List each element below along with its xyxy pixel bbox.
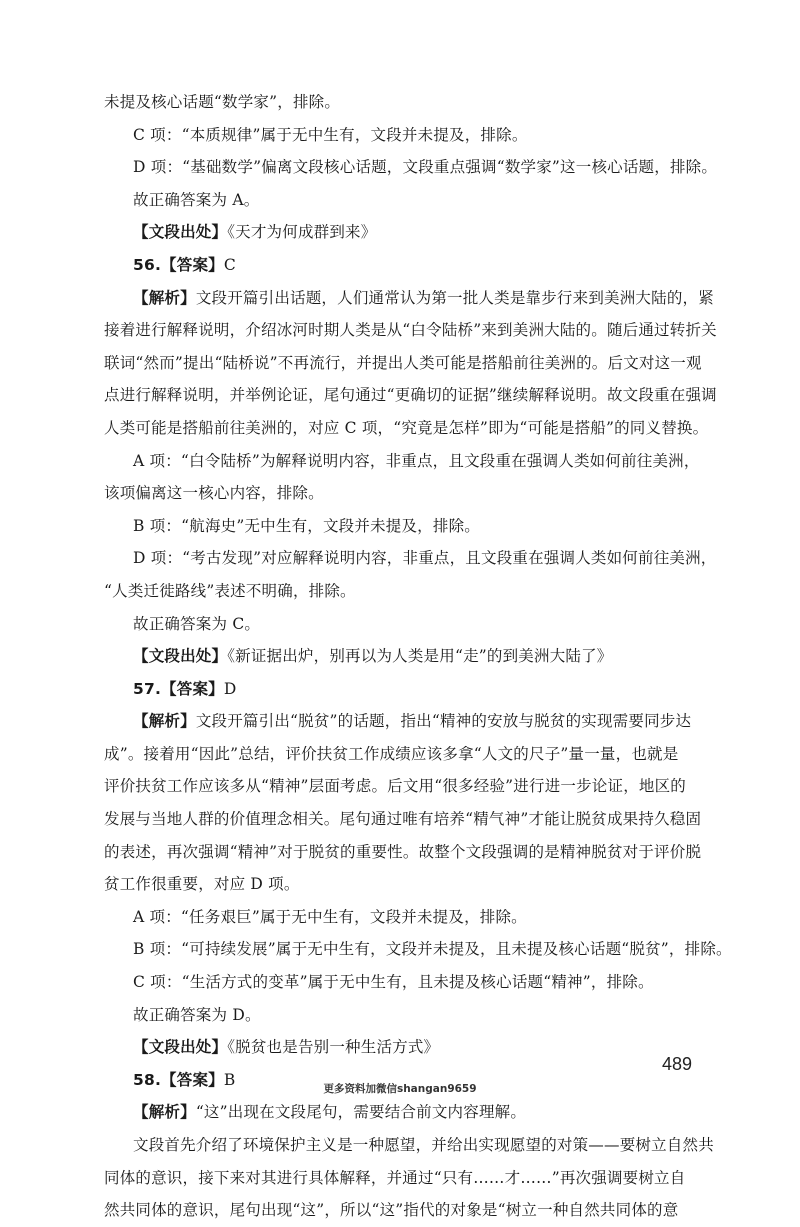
line-text: D: [223, 679, 237, 698]
line-text: 《天才为何成群到来》: [227, 223, 377, 242]
bold-label: 【解析】: [133, 712, 196, 731]
line-text: 发展与当地人群的价值理念相关。尾句通过唯有培养“精气神”才能让脱贫成果持久稳固: [104, 810, 702, 829]
line-text: C 项：“本质规律”属于无中生有，文段并未提及，排除。: [133, 125, 528, 144]
page-number: 489: [662, 1054, 693, 1074]
line-text: “这”出现在文段尾句，需要结合前文内容理解。: [195, 1103, 527, 1122]
text-line: [104, 1194, 722, 1227]
text-line: [104, 836, 722, 869]
text-line: [104, 347, 722, 380]
text-line: [104, 575, 722, 608]
text-line: [104, 640, 722, 673]
text-line: [104, 966, 722, 999]
bold-label: 58.【答案】: [133, 1070, 224, 1089]
text-line: [104, 1096, 722, 1129]
text-line: [104, 282, 722, 315]
line-text: 然共同体的意识，尾句出现“这”，所以“这”指代的对象是“树立一种自然共同体的意: [104, 1201, 679, 1220]
line-text: 故正确答案为 A。: [133, 190, 260, 209]
text-line: [104, 510, 722, 543]
line-text: 评价扶贫工作应该多从“精神”层面考虑。后文用“很多经验”进行进一步论证，地区的: [104, 777, 686, 796]
line-text: 同体的意识，接下来对其进行具体解释，并通过“只有……才……”再次强调要树立自: [104, 1168, 686, 1187]
line-text: D 项：“基础数学”偏离文段核心话题，文段重点强调“数学家”这一核心话题，排除。: [133, 158, 718, 177]
line-text: “人类迁徙路线”表述不明确，排除。: [104, 581, 356, 600]
line-text: A 项：“白令陆桥”为解释说明内容，非重点，且文段重在强调人类如何前往美洲，: [133, 451, 700, 470]
text-line: [104, 608, 722, 641]
text-line: [104, 738, 722, 771]
document-body: [104, 86, 732, 1227]
bold-label: 56.【答案】: [133, 255, 224, 274]
text-line: [104, 445, 722, 478]
text-line: [104, 673, 722, 706]
line-text: B 项：“可持续发展”属于无中生有，文段并未提及，且未提及核心话题“脱贫”，排除。: [133, 940, 732, 959]
bold-label: 【解析】: [133, 288, 196, 307]
line-text: 成”。接着用“因此”总结，评价扶贫工作成绩应该多拿“人文的尺子”量一量，也就是: [104, 744, 679, 763]
bold-label: 【文段出处】: [133, 1038, 228, 1057]
line-text: C 项：“生活方式的变革”属于无中生有，且未提及核心话题“精神”，排除。: [133, 973, 654, 992]
text-line: [104, 933, 732, 966]
line-text: 未提及核心话题“数学家”，排除。: [104, 93, 341, 111]
text-line: [104, 770, 722, 803]
line-text: B 项：“航海史”无中生有，文段并未提及，排除。: [133, 516, 480, 535]
line-text: C: [223, 255, 236, 274]
line-text: 故正确答案为 C。: [133, 614, 261, 633]
line-text: 《新证据出炉，别再以为人类是用“走”的到美洲大陆了》: [227, 647, 613, 666]
text-line: [104, 151, 722, 184]
text-line: [104, 216, 722, 249]
text-line: [104, 901, 722, 934]
line-text: 故正确答案为 D。: [133, 1005, 261, 1024]
text-line: [104, 119, 722, 152]
line-text: 贫工作很重要，对应 D 项。: [104, 875, 300, 894]
text-line: [104, 999, 722, 1032]
text-line: [104, 412, 722, 445]
text-line: [104, 86, 722, 119]
footer-note: 更多资料加微信shangan9659: [323, 1083, 477, 1095]
bold-label: 【解析】: [133, 1103, 196, 1122]
text-line: [104, 314, 722, 347]
text-line: [104, 249, 722, 282]
line-text: D 项：“考古发现”对应解释说明内容，非重点，且文段重在强调人类如何前往美洲，: [133, 549, 717, 568]
line-text: 人类可能是搭船前往美洲的，对应 C 项，“究竟是怎样”即为“可能是搭船”的同义替换。: [104, 418, 709, 437]
line-text: 《脱贫也是告别一种生活方式》: [227, 1038, 440, 1057]
line-text: A 项：“任务艰巨”属于无中生有，文段并未提及，排除。: [133, 907, 527, 926]
line-text: 的表述，再次强调“精神”对于脱贫的重要性。故整个文段强调的是精神脱贫对于评价脱: [104, 842, 702, 861]
line-text: 联词“然而”提出“陆桥说”不再流行，并提出人类可能是搭船前往美洲的。后文对这一观: [104, 353, 702, 372]
line-text: 点进行解释说明，并举例论证，尾句通过“更确切的证据”继续解释说明。故文段重在强调: [104, 386, 717, 405]
text-line: [104, 477, 722, 510]
line-text: 接着进行解释说明，介绍冰河时期人类是从“白令陆桥”来到美洲大陆的。随后通过转折关: [104, 321, 717, 340]
bold-label: 【文段出处】: [133, 223, 228, 242]
text-line: [104, 184, 722, 217]
text-line: [104, 542, 722, 575]
bold-label: 【文段出处】: [133, 647, 228, 666]
line-text: 文段首先介绍了环境保护主义是一种愿望，并给出实现愿望的对策——要树立自然共: [133, 1136, 714, 1154]
bold-label: 57.【答案】: [133, 679, 224, 698]
text-line: [104, 705, 722, 738]
line-text: 文段开篇引出“脱贫”的话题，指出“精神的安放与脱贫的实现需要同步达: [195, 712, 692, 731]
line-text: 该项偏离这一核心内容，排除。: [104, 484, 324, 503]
text-line: [104, 379, 722, 412]
line-text: B: [223, 1070, 236, 1089]
text-line: [104, 803, 722, 836]
text-line: [104, 868, 722, 901]
text-line: [104, 1031, 722, 1064]
text-line: [104, 1162, 722, 1195]
text-line: [104, 1129, 722, 1162]
line-text: 文段开篇引出话题，人们通常认为第一批人类是靠步行来到美洲大陆的，紧: [195, 288, 714, 307]
